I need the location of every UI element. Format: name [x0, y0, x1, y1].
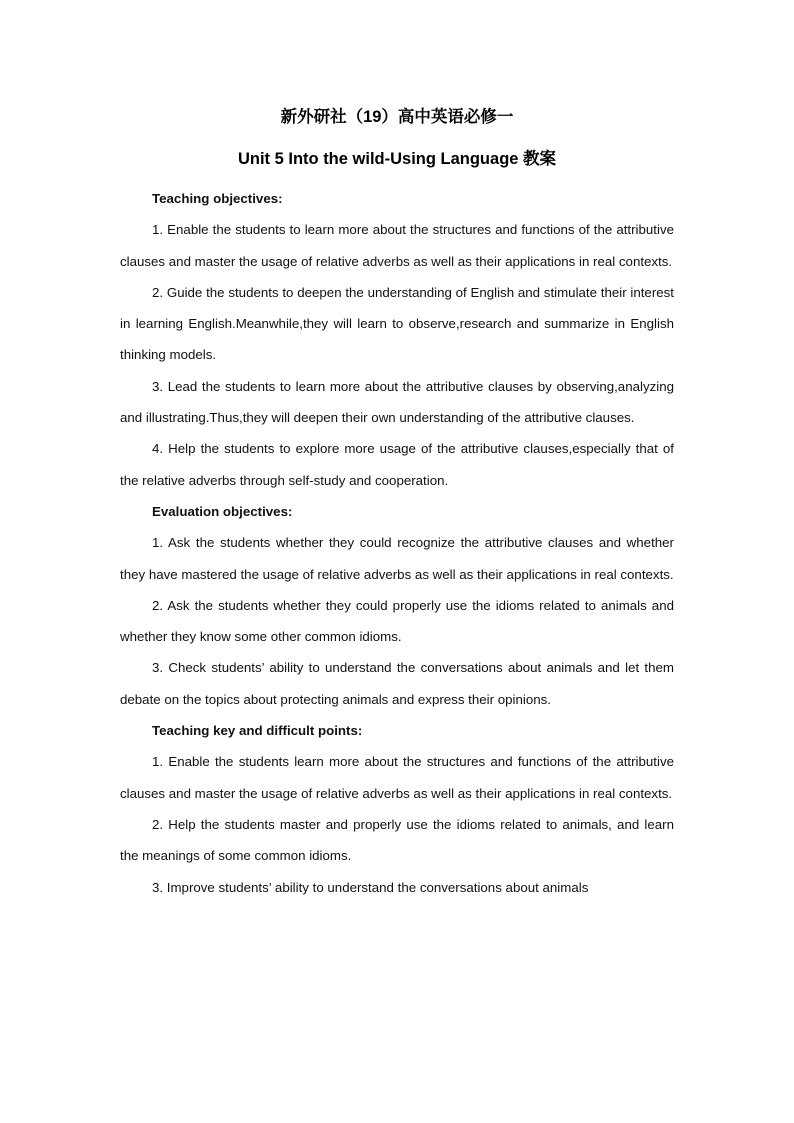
section-heading-teaching-objectives: Teaching objectives:	[152, 191, 283, 206]
section-heading-evaluation-objectives: Evaluation objectives:	[152, 503, 293, 519]
evaluation-objective-2: 2. Ask the students whether they could properly use the idioms related to animals and whether they know some other common idioms.	[120, 597, 674, 645]
section-heading-key-points: Teaching key and difficult points:	[152, 723, 363, 739]
key-point-3: 3. Improve students’ ability to understand the conversations about animals	[152, 879, 589, 895]
document-title-en: Unit 5 Into the wild-Using Language 教案	[237, 150, 557, 168]
key-point-1: 1. Enable the students learn more about the structures and functions of the attributive clauses and master the usage of relative adverbs as well as their applications in real contexts.	[120, 754, 674, 801]
teaching-objective-1: 1. Enable the students to learn more about the structures and functions of the attributive clauses and master the usage of relative adverbs as well as their applications in real contexts.	[120, 222, 674, 269]
document-body	[120, 183, 674, 903]
teaching-objective-4: 4. Help the students to explore more usage of the attributive clauses,especially that of the relative adverbs through self-study and cooperation.	[120, 441, 674, 488]
teaching-objective-2: 2. Guide the students to deepen the understanding of English and stimulate their interest in learning English.Meanwhile,they will learn to observe,research and summarize in English thinking models.	[120, 284, 674, 363]
key-point-2: 2. Help the students master and properly use the idioms related to animals, and learn the meanings of some common idioms.	[120, 816, 674, 864]
evaluation-objective-1: 1. Ask the students whether they could recognize the attributive clauses and whether they have mastered the usage of relative adverbs as well as their applications in real contexts.	[120, 535, 674, 582]
teaching-objective-3: 3. Lead the students to learn more about the attributive clauses by observing,analyzing and illustrating.Thus,they will deepen their own understanding of the attributive clauses.	[120, 378, 674, 426]
document-title-cn: 新外研社（19）高中英语必修一	[280, 108, 514, 126]
evaluation-objective-3: 3. Check students’ ability to understand the conversations about animals and let them debate on the topics about protecting animals and express their opinions.	[120, 660, 674, 707]
